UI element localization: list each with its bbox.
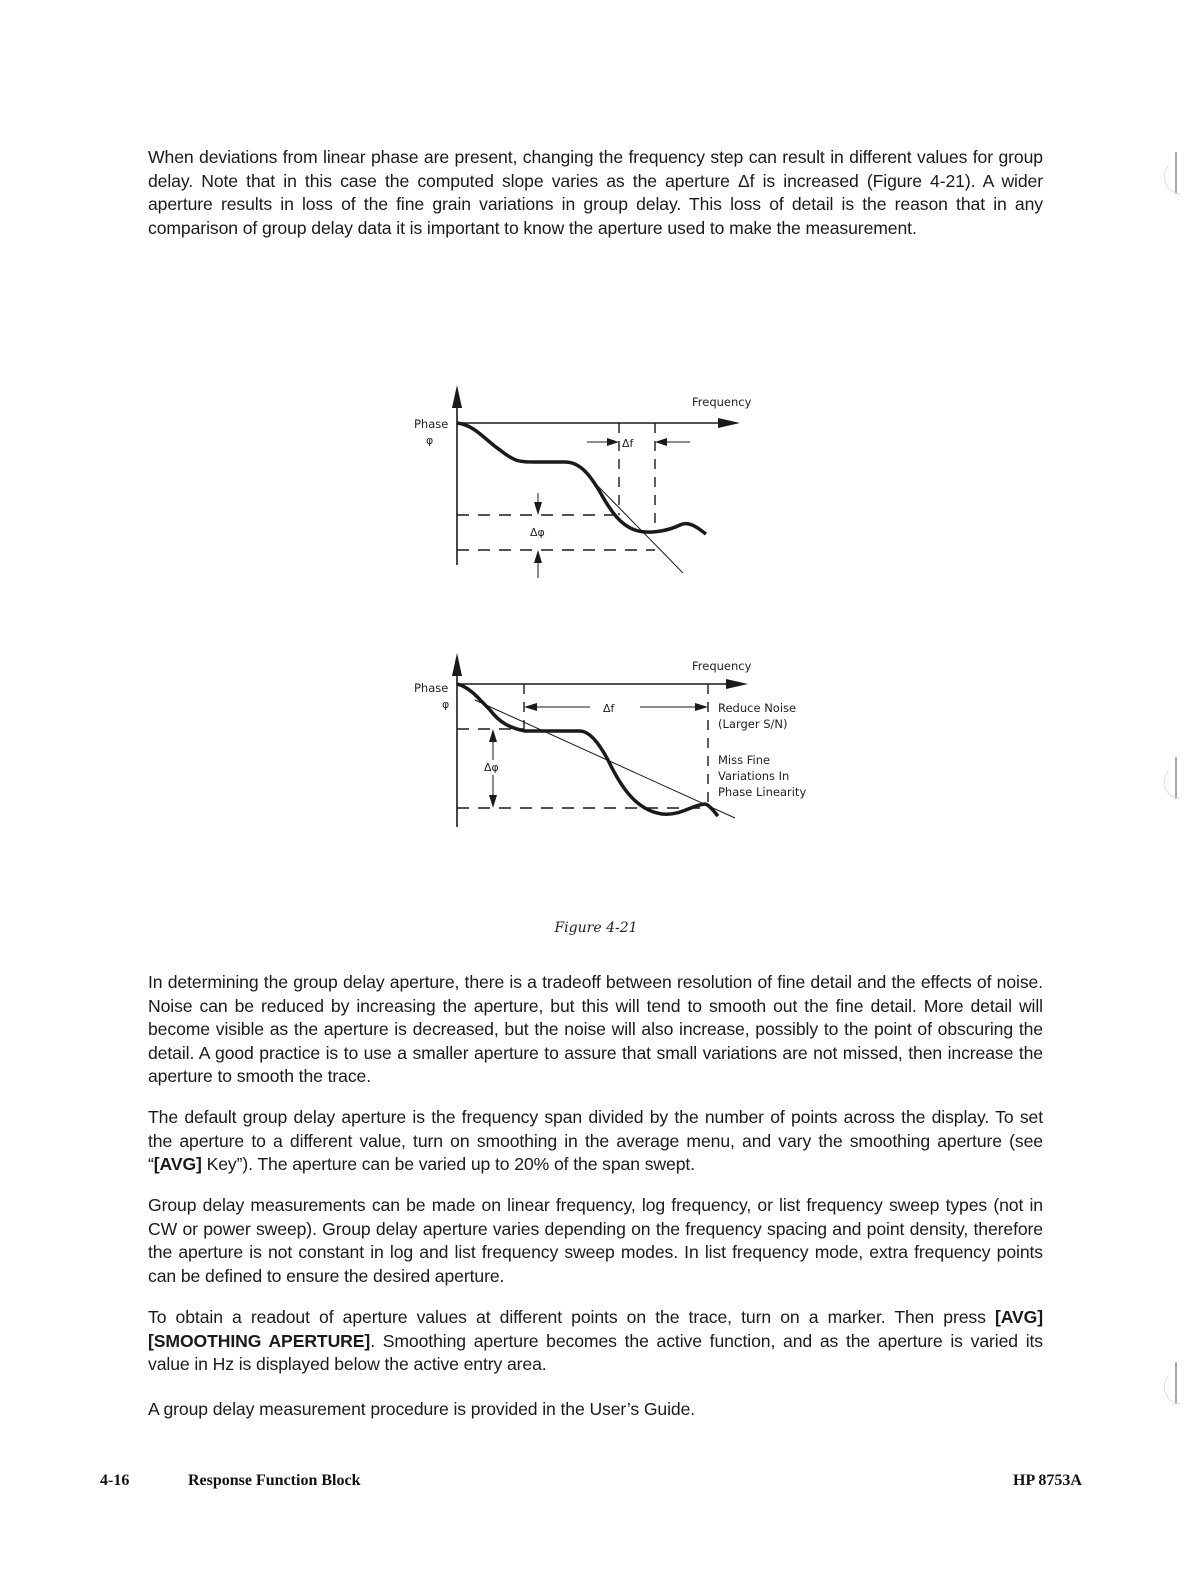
paragraph-default-aperture	[148, 1106, 1043, 1177]
note-reduce-noise: Reduce Noise	[718, 701, 797, 715]
text: Key”). The aperture can be varied up to 20% of the span swept.	[201, 1154, 695, 1174]
text: The default group delay aperture is the frequency span divided by the number of points across the display. To set the aperture to a different value, turn on smoothing in the average menu, and vary the smoothing aperture (see “	[148, 1107, 1043, 1174]
binder-hole-mark	[1158, 150, 1188, 200]
paragraph-aperture-intro: When deviations from linear phase are present, changing the frequency step can result in different values for group delay. Note that in this case the computed slope varies as the aperture Δf is increased (Figure 4-21). A wider aperture results in loss of the fine grain variations in group delay. This loss of detail is the reason that in any comparison of group delay data it is important to know the aperture used to make the measurement.	[148, 147, 1043, 238]
y-axis-label: Phase	[414, 681, 449, 695]
delta-f-label: Δf	[603, 702, 615, 715]
delta-phi-label: Δφ	[484, 761, 499, 774]
y-axis-symbol: φ	[442, 698, 450, 711]
text: To obtain a readout of aperture values at different points on the trace, turn on a marker. Then press	[148, 1307, 995, 1327]
avg-key-reference: [AVG]	[153, 1154, 202, 1174]
y-axis-symbol: φ	[426, 434, 434, 447]
text: . Smoothing aperture becomes the active function, and as the aperture is varied its value in Hz is displayed below the active entry area.	[148, 1330, 1043, 1374]
delta-f-label: Δf	[622, 437, 634, 450]
y-axis-label: Phase	[414, 417, 449, 431]
paragraph-procedure-note: A group delay measurement procedure is provided in the User’s Guide.	[148, 1399, 696, 1419]
paragraph-sweep-types: Group delay measurements can be made on linear frequency, log frequency, or list frequency sweep types (not in CW or power sweep). Group delay aperture varies depending on the frequency spacing and point density, therefore the aperture is not constant in log and list frequency sweep modes. In list frequency mode, extra frequency points can be defined to ensure the desired aperture.	[148, 1195, 1043, 1286]
delta-phi-label: Δφ	[530, 526, 545, 539]
smoothing-aperture-keys: [AVG] [SMOOTHING APERTURE]	[148, 1307, 1043, 1351]
x-axis-label: Frequency	[692, 659, 752, 673]
paragraph-aperture-readout	[148, 1306, 1043, 1377]
binder-hole-mark	[1158, 755, 1188, 805]
figure-small-aperture	[400, 380, 780, 590]
note-variations-in: Variations In	[718, 769, 790, 783]
paragraph-aperture-tradeoff: In determining the group delay aperture, there is a tradeoff between resolution of fine detail and the effects of noise. Noise can be reduced by increasing the aperture, but this will tend to smooth out the fine detail. More detail will become visible as the aperture is decreased, but the noise will also increase, possibly to the point of obscuring the detail. A good practice is to use a smaller aperture to assure that small variations are not missed, then increase the aperture to smooth the trace.	[148, 972, 1043, 1086]
figure-caption: Figure 4-21	[554, 920, 638, 936]
note-miss-fine: Miss Fine	[718, 753, 771, 767]
binder-hole-mark	[1158, 1360, 1188, 1410]
x-axis-label: Frequency	[692, 395, 752, 409]
note-larger-sn: (Larger S/N)	[718, 717, 788, 731]
figure-large-aperture	[400, 645, 820, 830]
page-number: 4-16	[100, 1472, 130, 1489]
product-name: HP 8753A	[1013, 1472, 1082, 1489]
note-phase-linearity: Phase Linearity	[718, 785, 807, 799]
section-title: Response Function Block	[188, 1472, 361, 1489]
